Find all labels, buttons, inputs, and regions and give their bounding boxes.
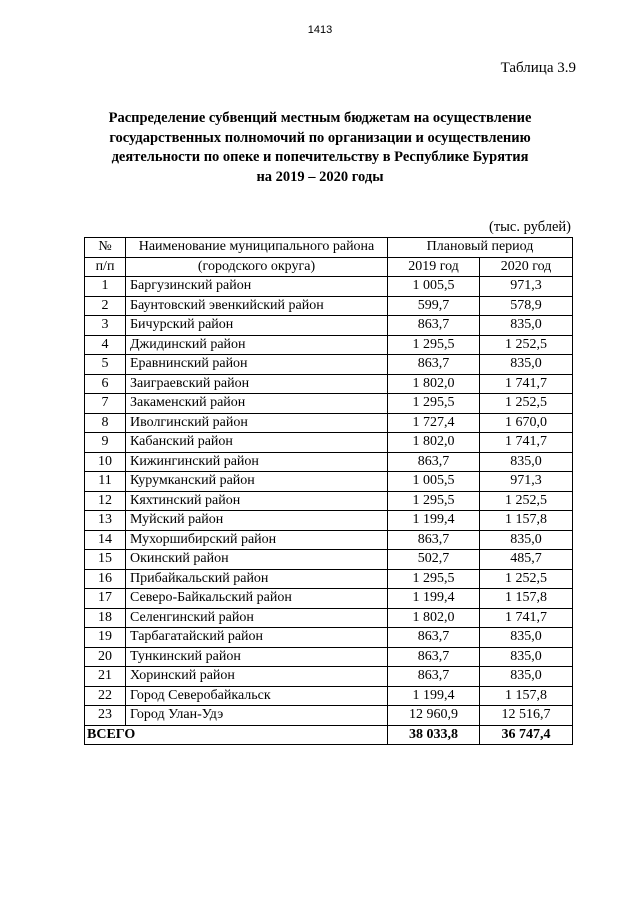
- row-district-name: Тарбагатайский район: [126, 628, 388, 648]
- subventions-table: [84, 237, 573, 745]
- row-number: 4: [85, 335, 126, 355]
- table-row: [85, 433, 573, 453]
- total-2019: 38 033,8: [388, 725, 480, 745]
- table-label: Таблица 3.9: [500, 60, 576, 76]
- row-value-2020: 835,0: [480, 667, 573, 687]
- table-row: [85, 706, 573, 726]
- title-line: на 2019 – 2020 годы: [256, 168, 384, 185]
- row-value-2019: 1 802,0: [388, 433, 480, 453]
- table-row: [85, 686, 573, 706]
- row-number: 14: [85, 530, 126, 550]
- row-number: 23: [85, 706, 126, 726]
- table-row: [85, 589, 573, 609]
- row-value-2019: 1 295,5: [388, 569, 480, 589]
- row-value-2019: 502,7: [388, 550, 480, 570]
- page-number: 1413: [307, 24, 333, 36]
- table-row: [85, 355, 573, 375]
- row-district-name: Мухоршибирский район: [126, 530, 388, 550]
- row-district-name: Кижингинский район: [126, 452, 388, 472]
- row-value-2020: 1 741,7: [480, 374, 573, 394]
- table-row: [85, 452, 573, 472]
- table-row: [85, 316, 573, 336]
- row-value-2019: 1 727,4: [388, 413, 480, 433]
- row-value-2019: 1 802,0: [388, 374, 480, 394]
- header-year-2019: 2019 год: [388, 257, 480, 277]
- row-district-name: Бичурский район: [126, 316, 388, 336]
- row-value-2019: 1 199,4: [388, 589, 480, 609]
- row-number: 3: [85, 316, 126, 336]
- row-district-name: Заиграевский район: [126, 374, 388, 394]
- row-value-2020: 1 741,7: [480, 608, 573, 628]
- row-value-2020: 835,0: [480, 355, 573, 375]
- row-district-name: Муйский район: [126, 511, 388, 531]
- row-number: 21: [85, 667, 126, 687]
- row-district-name: Хоринский район: [126, 667, 388, 687]
- row-value-2019: 863,7: [388, 530, 480, 550]
- table-header-row: [85, 257, 573, 277]
- row-value-2019: 1 802,0: [388, 608, 480, 628]
- units-label: (тыс. рублей): [489, 219, 571, 235]
- row-value-2019: 863,7: [388, 355, 480, 375]
- title-line: Распределение субвенций местным бюджетам на осуществление: [108, 110, 532, 126]
- row-district-name: Закаменский район: [126, 394, 388, 414]
- row-district-name: Кяхтинский район: [126, 491, 388, 511]
- table-row: [85, 608, 573, 628]
- table-row: [85, 667, 573, 687]
- row-value-2020: 1 252,5: [480, 569, 573, 589]
- row-district-name: Прибайкальский район: [126, 569, 388, 589]
- header-period: Плановый период: [388, 238, 573, 258]
- row-district-name: Северо-Байкальский район: [126, 589, 388, 609]
- row-district-name: Иволгинский район: [126, 413, 388, 433]
- table-row: [85, 413, 573, 433]
- row-number: 17: [85, 589, 126, 609]
- row-number: 22: [85, 686, 126, 706]
- row-number: 2: [85, 296, 126, 316]
- table-header-row: [85, 238, 573, 258]
- table-row: [85, 394, 573, 414]
- row-number: 5: [85, 355, 126, 375]
- row-value-2020: 971,3: [480, 472, 573, 492]
- row-value-2019: 863,7: [388, 452, 480, 472]
- row-number: 13: [85, 511, 126, 531]
- row-value-2019: 863,7: [388, 316, 480, 336]
- row-value-2020: 1 157,8: [480, 589, 573, 609]
- row-number: 20: [85, 647, 126, 667]
- row-value-2020: 1 157,8: [480, 686, 573, 706]
- row-district-name: Город Улан-Удэ: [126, 706, 388, 726]
- row-district-name: Селенгинский район: [126, 608, 388, 628]
- row-number: 11: [85, 472, 126, 492]
- row-value-2019: 1 295,5: [388, 491, 480, 511]
- row-value-2020: 1 252,5: [480, 491, 573, 511]
- row-district-name: Тункинский район: [126, 647, 388, 667]
- row-value-2019: 863,7: [388, 647, 480, 667]
- row-value-2020: 12 516,7: [480, 706, 573, 726]
- row-value-2019: 1 295,5: [388, 394, 480, 414]
- title-line: государственных полномочий по организации и осуществлению: [109, 129, 531, 146]
- row-number: 15: [85, 550, 126, 570]
- row-district-name: Баунтовский эвенкийский район: [126, 296, 388, 316]
- header-number: №: [85, 238, 126, 258]
- table-row: [85, 491, 573, 511]
- row-value-2020: 485,7: [480, 550, 573, 570]
- table-row: [85, 472, 573, 492]
- row-number: 19: [85, 628, 126, 648]
- table-row: [85, 335, 573, 355]
- row-number: 10: [85, 452, 126, 472]
- row-value-2020: 1 670,0: [480, 413, 573, 433]
- row-district-name: Еравнинский район: [126, 355, 388, 375]
- row-value-2019: 863,7: [388, 628, 480, 648]
- table-row: [85, 511, 573, 531]
- total-row: [85, 725, 573, 745]
- row-number: 7: [85, 394, 126, 414]
- row-number: 18: [85, 608, 126, 628]
- row-district-name: Баргузинский район: [126, 277, 388, 297]
- row-value-2019: 599,7: [388, 296, 480, 316]
- table-row: [85, 374, 573, 394]
- table-row: [85, 628, 573, 648]
- table-row: [85, 530, 573, 550]
- row-number: 12: [85, 491, 126, 511]
- row-district-name: Джидинский район: [126, 335, 388, 355]
- table-row: [85, 296, 573, 316]
- row-value-2020: 835,0: [480, 316, 573, 336]
- row-value-2020: 1 252,5: [480, 335, 573, 355]
- row-value-2019: 12 960,9: [388, 706, 480, 726]
- total-2020: 36 747,4: [480, 725, 573, 745]
- header-number-sub: п/п: [85, 257, 126, 277]
- row-value-2020: 578,9: [480, 296, 573, 316]
- row-number: 9: [85, 433, 126, 453]
- row-district-name: Курумканский район: [126, 472, 388, 492]
- row-value-2019: 1 005,5: [388, 472, 480, 492]
- table-row: [85, 647, 573, 667]
- row-value-2019: 1 005,5: [388, 277, 480, 297]
- row-district-name: Окинский район: [126, 550, 388, 570]
- total-label: ВСЕГО: [85, 725, 388, 745]
- row-value-2020: 835,0: [480, 452, 573, 472]
- header-name: Наименование муниципального района: [126, 238, 388, 258]
- row-value-2020: 835,0: [480, 628, 573, 648]
- row-value-2020: 1 741,7: [480, 433, 573, 453]
- table-row: [85, 277, 573, 297]
- row-district-name: Город Северобайкальск: [126, 686, 388, 706]
- title-line: деятельности по опеке и попечительству в Республике Бурятия: [111, 149, 529, 165]
- header-name-sub: (городского округа): [126, 257, 388, 277]
- row-value-2019: 1 199,4: [388, 511, 480, 531]
- row-value-2020: 835,0: [480, 647, 573, 667]
- row-number: 8: [85, 413, 126, 433]
- row-district-name: Кабанский район: [126, 433, 388, 453]
- table-row: [85, 569, 573, 589]
- row-value-2019: 863,7: [388, 667, 480, 687]
- row-number: 6: [85, 374, 126, 394]
- row-value-2020: 1 252,5: [480, 394, 573, 414]
- row-value-2020: 1 157,8: [480, 511, 573, 531]
- row-value-2020: 835,0: [480, 530, 573, 550]
- row-value-2019: 1 295,5: [388, 335, 480, 355]
- row-number: 1: [85, 277, 126, 297]
- header-year-2020: 2020 год: [480, 257, 573, 277]
- row-value-2020: 971,3: [480, 277, 573, 297]
- row-number: 16: [85, 569, 126, 589]
- table-row: [85, 550, 573, 570]
- row-value-2019: 1 199,4: [388, 686, 480, 706]
- document-title: [80, 109, 560, 187]
